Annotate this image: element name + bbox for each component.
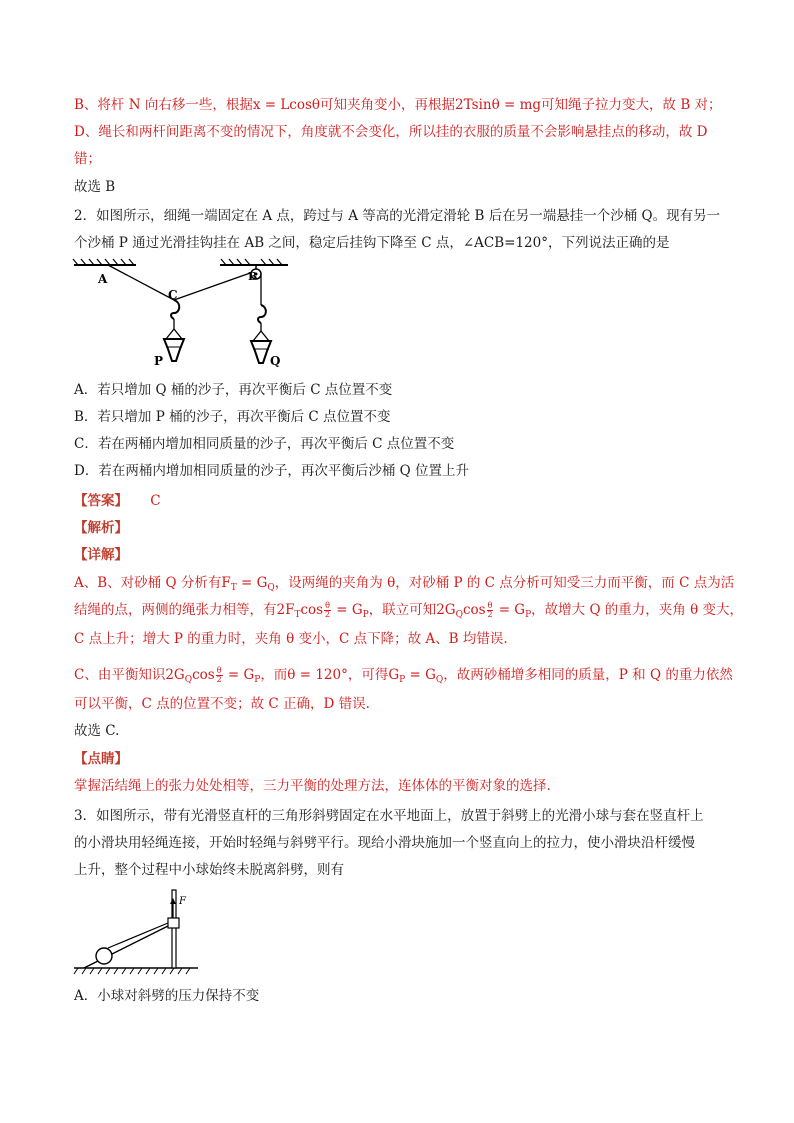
detail-line-2 <box>74 600 744 625</box>
detail-text: ，设两绳的夹角为 θ，对砂桶 P 的 C 点分析可知受三力而平衡，而 C 点为活 <box>274 575 735 591</box>
label-f: F <box>179 896 186 907</box>
detail-tag: 【详解】 <box>74 547 128 563</box>
solution-line-b: B、将杆 N 向右移一些，根据x = Lcosθ可知夹角变小，再根据2Tsinθ = mg可知绳子拉力变大，故 B 对； <box>74 97 722 113</box>
detail-text: A、B、对砂桶 Q 分析有 <box>74 575 222 591</box>
analysis-tag: 【解析】 <box>74 520 128 536</box>
question-3-line-1: 3．如图所示，带有光滑竖直杆的三角形斜劈固定在水平地面上，放置于斜劈上的光滑小球与套在竖直杆上 <box>74 808 704 824</box>
question-3-line-3: 上升，整个过程中小球始终未脱离斜劈，则有 <box>74 862 344 878</box>
question-3-line-2: 的小滑块用轻绳连接，开始时轻绳与斜劈平行。现给小滑块施加一个竖直向上的拉力，使小滑块沿杆缓慢 <box>74 835 695 851</box>
label-q: Q <box>270 354 281 368</box>
option-a: A．若只增加 Q 桶的沙子，再次平衡后 C 点位置不变 <box>74 382 393 398</box>
detail-text: ，故两砂桶增多相同的质量，P 和 Q 的重力依然 <box>443 667 733 683</box>
equation-1: $F_T = G_Q$ <box>221 575 275 593</box>
detail-text: 结绳的点，两侧的绳张力相等，有 <box>74 602 277 618</box>
label-p: P <box>154 354 164 368</box>
option-c: C．若在两桶内增加相同质量的沙子，再次平衡后 C 点位置不变 <box>74 436 455 452</box>
question-2-line-1: 2．如图所示，细绳一端固定在 A 点，跨过与 A 等高的光滑定滑轮 B 后在另一端悬挂一个沙桶 Q。现有另一 <box>74 208 721 224</box>
solution-line-d: D、绳长和两杆间距离不变的情况下，角度就不会变化，所以挂的衣服的质量不会影响悬挂点的移动，故 D <box>74 124 708 140</box>
detail-text: ，故增大 Q 的重力，夹角 θ 变大， <box>531 602 744 618</box>
point-tag: 【点睛】 <box>74 751 128 767</box>
answer-value: C <box>150 493 161 509</box>
answer-tag: 【答案】 <box>74 493 128 509</box>
incline-diagram <box>72 888 212 978</box>
point-text: 掌握活结绳上的张力处处相等，三力平衡的处理方法，连体体的平衡对象的选择. <box>74 778 551 794</box>
detail-line-4 <box>74 665 733 690</box>
detail-text: C、由平衡知识 <box>74 667 166 683</box>
q3-option-a: A．小球对斜劈的压力保持不变 <box>74 988 260 1004</box>
equation-4: $2G_Q\cos$ $\frac{\theta}{2}$ = $G_P$ <box>165 666 261 685</box>
question-2-line-2: 个沙桶 P 通过光滑挂钩挂在 AB 之间，稳定后挂钩下降至 C 点，∠ACB=120°，下列说法正确的是 <box>74 235 670 251</box>
equation-3: $2G_Q\cos$ $\frac{\theta}{2}$ = $G_P$ <box>436 601 532 620</box>
solution-line-d-cont: 错； <box>74 151 101 167</box>
detail-line-1 <box>74 573 735 598</box>
equation-2: $2F_T\cos$ $\frac{\theta}{2}$ = $G_P$ <box>276 601 369 620</box>
detail-line-3: C 点上升；增大 P 的重力时，夹角 θ 变小，C 点下降；故 A、B 均错误. <box>74 631 508 647</box>
detail-line-5: 可以平衡，C 点的位置不变；故 C 正确，D 错误. <box>74 696 370 712</box>
pulley-diagram <box>70 255 300 375</box>
label-b: B <box>248 270 258 283</box>
choice-line-2: 故选 C. <box>74 723 120 739</box>
label-a: A <box>98 272 108 286</box>
option-b: B．若只增加 P 桶的沙子，再次平衡后 C 点位置不变 <box>74 409 391 425</box>
label-c: C <box>168 288 178 302</box>
choice-line-1: 故选 B <box>74 179 116 195</box>
equation-5: $G_P = G_Q$ <box>388 667 444 685</box>
answer-line <box>74 491 724 511</box>
detail-text: ，而θ = 120°，可得 <box>260 667 389 683</box>
detail-text: ，联立可知 <box>368 602 437 618</box>
option-d: D．若在两桶内增加相同质量的沙子，再次平衡后沙桶 Q 位置上升 <box>74 463 469 479</box>
